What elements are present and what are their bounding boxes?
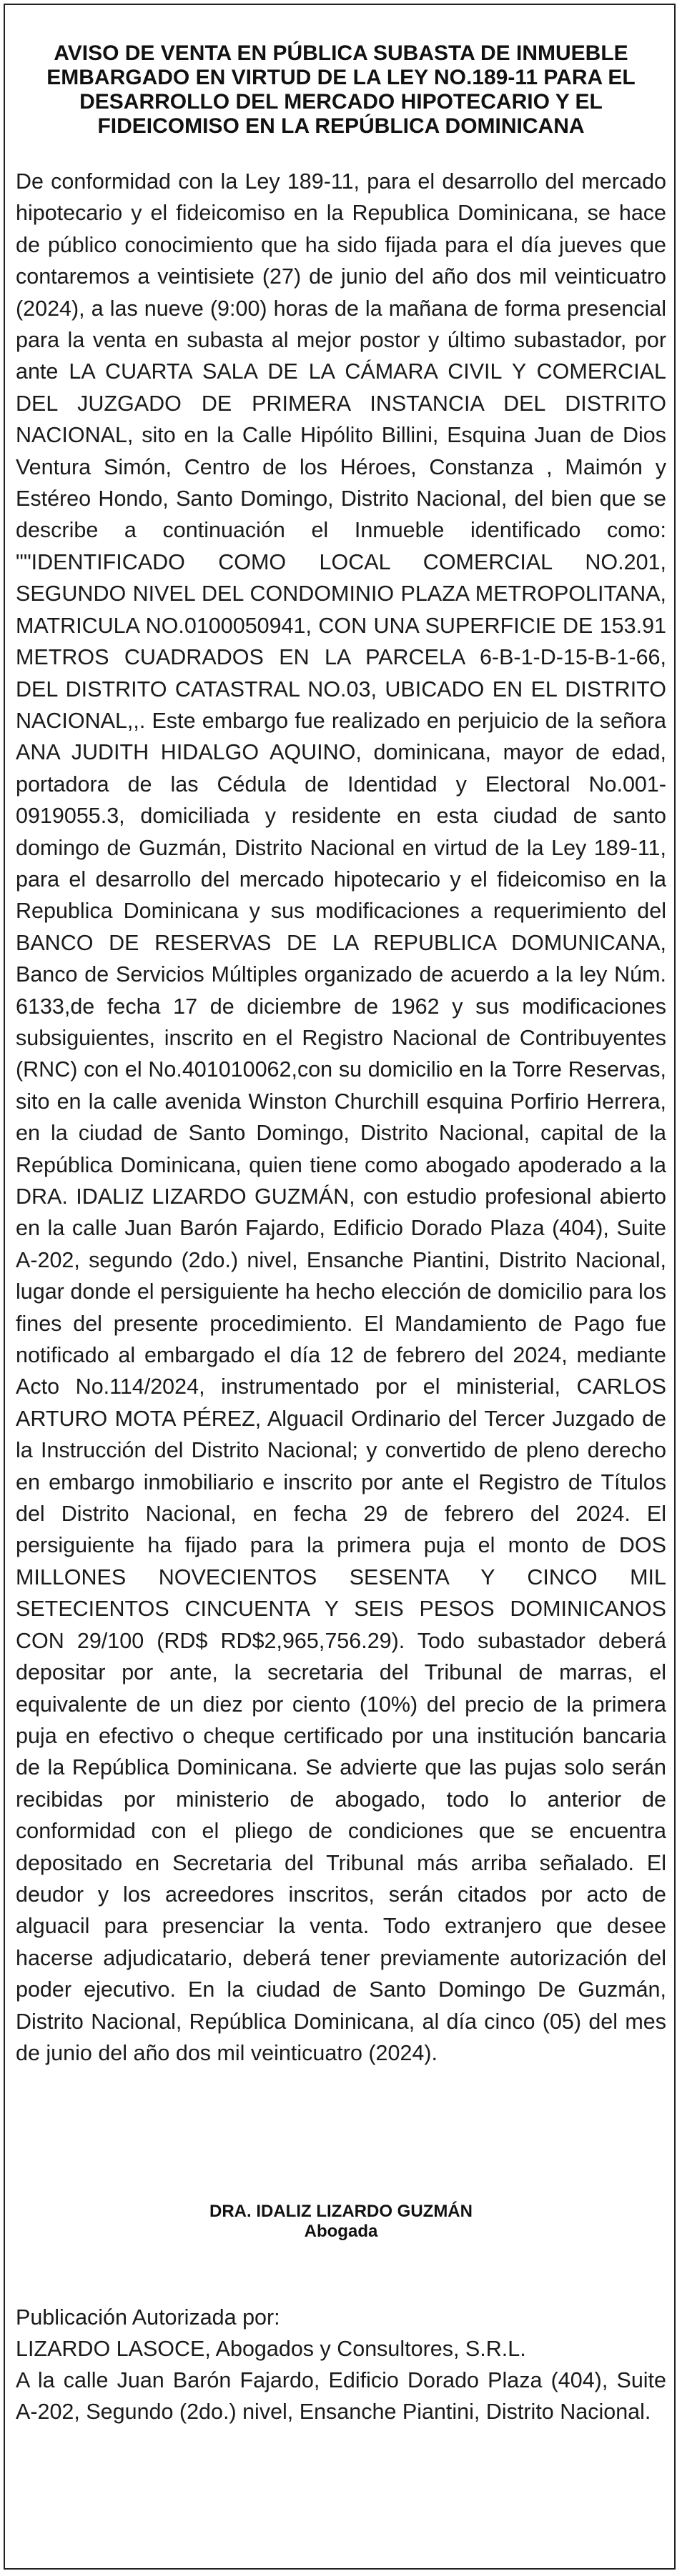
signature-name: DRA. IDALIZ LIZARDO GUZMÁN: [209, 2202, 473, 2221]
publication-firm: LIZARDO LASOCE, Abogados y Consultores, S.R.L.: [16, 2337, 526, 2361]
signature-role: Abogada: [304, 2222, 378, 2241]
publication-address: A la calle Juan Barón Fajardo, Edificio Dorado Plaza (404), Suite A-202, Segundo (2do.) nivel, Ensanche Piantini, Distrito Nacional.: [16, 2368, 666, 2424]
publication-label: Publicación Autorizada por:: [16, 2305, 280, 2330]
notice-body: De conformidad con la Ley 189-11, para el desarrollo del mercado hipotecario y el fideicomiso en la Republica Dominicana, se hace de público conocimiento que ha sido fijada para el día jueves que contaremos a veintisiete (27) de junio del año dos mil veinticuatro (2024), a las nueve (9:00) horas de la mañana de forma presencial para la venta en subasta al mejor postor y último subastador, por ante LA CUARTA SALA DE LA CÁMARA CIVIL Y COMERCIAL DEL JUZGADO DE PRIMERA INSTANCIA DEL DISTRITO NACIONAL, sito en la Calle Hipólito Billini, Esquina Juan de Dios Ventura Simón, Centro de los Héroes, Constanza , Maimón y Estéreo Hondo, Santo Domingo, Distrito Nacional, del bien que se describe a continuación el Inmueble identificado como: ""IDENTIFICADO COMO LOCAL COMERCIAL NO.201, SEGUNDO NIVEL DEL CONDOMINIO PLAZA METROPOLITANA, MATRICULA NO.0100050941, CON UNA SUPERFICIE DE 153.91 METROS CUADRADOS EN LA PARCELA 6-B-1-D-15-B-1-66, DEL DISTRITO CATASTRAL NO.03, UBICADO EN EL DISTRITO NACIONAL,,. Este embargo fue realizado en perjuicio de la señora ANA JUDITH HIDALGO AQUINO, dominicana, mayor de edad, portadora de las Cédula de Identidad y Electoral No.001-0919055.3, domiciliada y residente en esta ciudad de santo domingo de Guzmán, Distrito Nacional en virtud de la Ley 189-11, para el desarrollo del mercado hipotecario y el fideicomiso en la Republica Dominicana y sus modificaciones a requerimiento del BANCO DE RESERVAS DE LA REPUBLICA DOMUNICANA, Banco de Servicios Múltiples organizado de acuerdo a la ley Núm. 6133,de fecha 17 de diciembre de 1962 y sus modificaciones subsiguientes, inscrito en el Registro Nacional de Contribuyentes (RNC) con el No.401010062,con su domicilio en la Torre Reservas, sito en la calle avenida Winston Churchill esquina Porfirio Herrera, en la ciudad de Santo Domingo, Distrito Nacional, capital de la República Dominicana, quien tiene como abogado apoderado a la DRA. IDALIZ LIZARDO GUZMÁN, con estudio profesional abierto en la calle Juan Barón Fajardo, Edificio Dorado Plaza (404), Suite A-202, segundo (2do.) nivel, Ensanche Piantini, Distrito Nacional, lugar donde el persiguiente ha hecho elección de domicilio para los fines del presente procedimiento. El Mandamiento de Pago fue notificado al embargado el día 12 de febrero del 2024, mediante Acto No.114/2024, instrumentado por el ministerial, CARLOS ARTURO MOTA PÉREZ, Alguacil Ordinario del Tercer Juzgado de la Instrucción del Distrito Nacional; y convertido de pleno derecho en embargo inmobiliario e inscrito por ante el Registro de Títulos del Distrito Nacional, en fecha 29 de febrero del 2024. El persiguiente ha fijado para la primera puja el monto de DOS MILLONES NOVECIENTOS SESENTA Y CINCO MIL SETECIENTOS CINCUENTA Y SEIS PESOS DOMINICANOS CON 29/100 (RD$ RD$2,965,756.29). Todo subastador deberá depositar por ante, la secretaria del Tribunal de marras, el equivalente de un diez por ciento (10%) del precio de la primera puja en efectivo o cheque certificado por una institución bancaria de la República Dominicana. Se advierte que las pujas solo serán recibidas por ministerio de abogado, todo lo anterior de conformidad con el pliego de condiciones que se encuentra depositado en Secretaria del Tribunal más arriba señalado. El deudor y los acreedores inscritos, serán citados por acto de alguacil para presenciar la venta. Todo extranjero que desee hacerse adjudicatario, deberá tener previamente autorización del poder ejecutivo. En la ciudad de Santo Domingo De Guzmán, Distrito Nacional, República Dominicana, al día cinco (05) del mes de junio del año dos mil veinticuatro (2024).: [16, 169, 666, 2065]
publication-block: [16, 2302, 666, 2427]
notice-title: AVISO DE VENTA EN PÚBLICA SUBASTA DE INMUEBLE EMBARGADO EN VIRTUD DE LA LEY NO.189-11 PARA EL DESARROLLO DEL MERCADO HIPOTECARIO Y EL FIDEICOMISO EN LA REPÚBLICA DOMINICANA: [46, 41, 636, 138]
